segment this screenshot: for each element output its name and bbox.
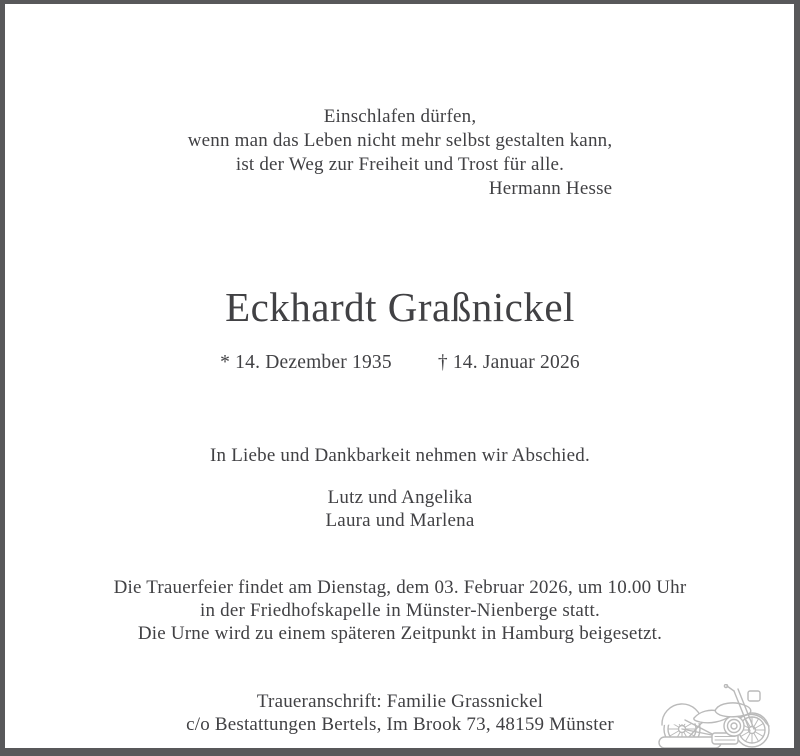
mourners-block — [0, 486, 800, 532]
quote-line-1: Einschlafen dürfen, — [323, 106, 477, 127]
quote-line-2: wenn man das Leben nicht mehr selbst gestalten kann, — [187, 130, 613, 151]
mourners-line-2: Laura und Marlena — [325, 510, 475, 531]
death-date: † 14. Januar 2026 — [437, 352, 580, 373]
farewell-line: In Liebe und Dankbarkeit nehmen wir Abschied. — [210, 445, 590, 466]
quote — [188, 105, 613, 201]
funeral-info-line-3: Die Urne wird zu einem späteren Zeitpunkt in Hamburg beigesetzt. — [137, 623, 663, 644]
quote-attribution: Hermann Hesse — [488, 178, 613, 199]
funeral-info-line-2: in der Friedhofskapelle in Münster-Nienberge statt. — [200, 600, 600, 621]
funeral-info-block — [0, 576, 800, 645]
address-line-2: c/o Bestattungen Bertels, Im Brook 73, 48159 Münster — [186, 714, 614, 735]
funeral-info-line-1: Die Trauerfeier findet am Dienstag, dem 03. Februar 2026, um 10.00 Uhr — [113, 577, 687, 598]
quote-block — [0, 105, 800, 201]
address-line-1: Traueranschrift: Familie Grassnickel — [256, 691, 544, 712]
motorcycle-icon — [654, 684, 770, 748]
birth-date: * 14. Dezember 1935 — [220, 352, 392, 373]
mourners-line-1: Lutz und Angelika — [327, 487, 473, 508]
deceased-name: Eckhardt Graßnickel — [225, 284, 575, 330]
life-dates — [0, 351, 800, 374]
quote-line-3: ist der Weg zur Freiheit und Trost für alle. — [235, 154, 565, 175]
